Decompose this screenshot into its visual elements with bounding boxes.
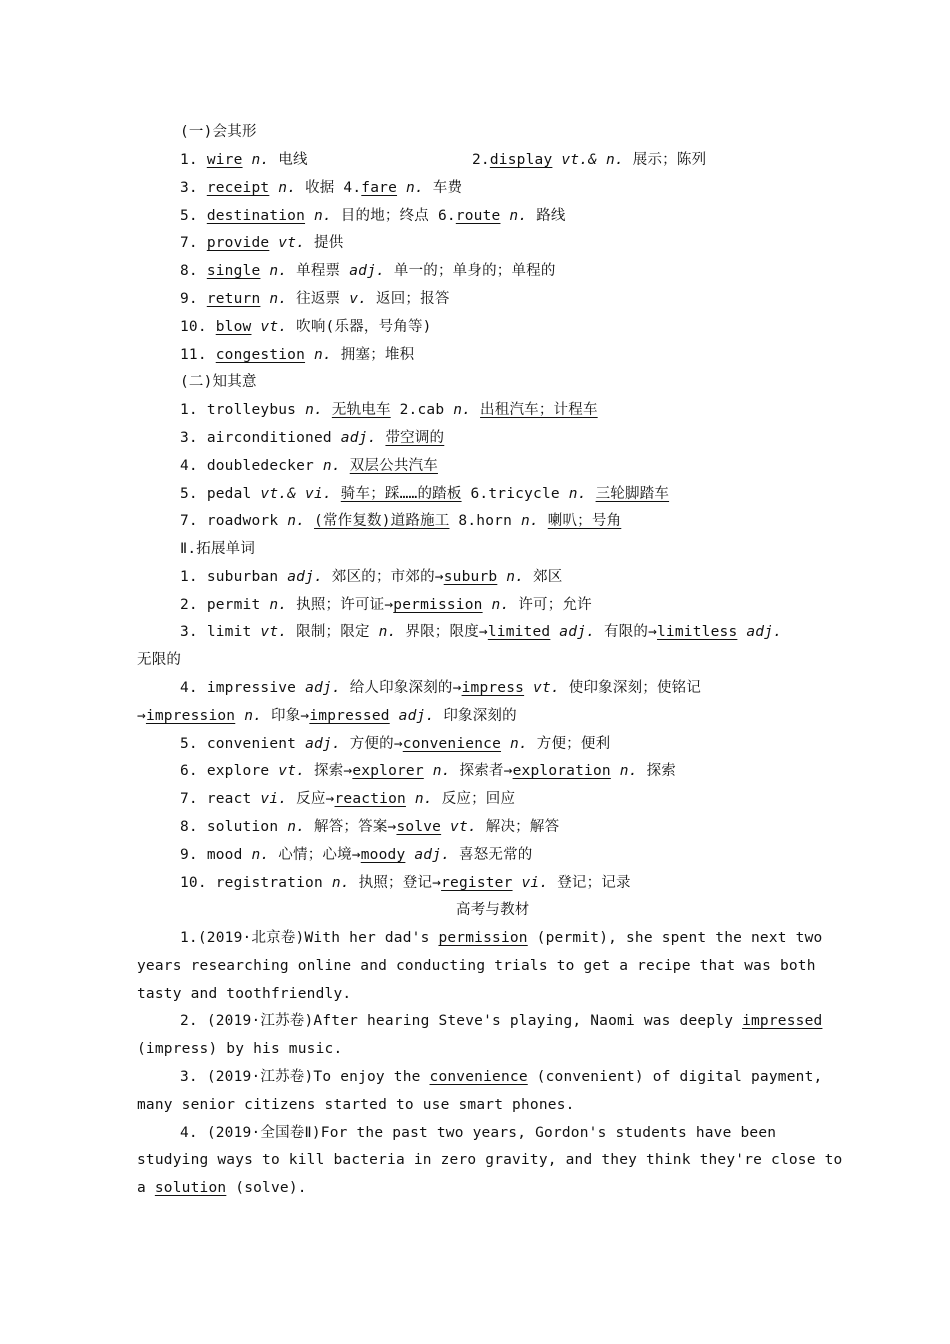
exercise-1-line-2: years researching online and conducting trials to get a recipe that was both [137, 958, 816, 974]
answer-meaning: 无轨电车 [331, 402, 391, 418]
answer-word: wire [206, 152, 243, 168]
answer-word: register [441, 875, 513, 891]
answer-word: provide [206, 235, 270, 251]
expand-line-9: 9. mood n. 心情；心境→moody adj. 喜怒无常的 [180, 847, 533, 863]
answer-word: solution [154, 1180, 227, 1196]
meaning-line-4: 4. doubledecker n. 双层公共汽车 [180, 458, 438, 474]
meaning-line-5: 5. pedal vt.& vi. 骑车；踩……的踏板 6.tricycle n. 三轮脚踏车 [180, 486, 670, 502]
meaning-line-7: 7. roadwork n. (常作复数)道路施工 8.horn n. 喇叭；号角 [180, 513, 622, 529]
exercise-1-line-3: tasty and toothfriendly. [137, 986, 352, 1002]
answer-word: moody [360, 847, 406, 863]
expand-line-3-wrap: 无限的 [137, 652, 182, 668]
expand-line-6: 6. explore vt. 探索→explorer n. 探索者→exploration n. 探索 [180, 763, 676, 779]
answer-meaning: 喇叭；号角 [547, 513, 622, 529]
exercise-4-line-1: 4. (2019·全国卷Ⅱ)For the past two years, Gordon's students have been [180, 1125, 777, 1141]
answer-meaning: 出租汽车；计程车 [480, 402, 598, 418]
answer-word: impressed [742, 1013, 823, 1029]
vocab-line-8: 8. single n. 单程票 adj. 单一的；单身的；单程的 [180, 263, 556, 279]
exercise-3-line-1: 3. (2019·江苏卷)To enjoy the convenience (convenient) of digital payment, [180, 1069, 823, 1085]
vocab-line-2: 2.display vt.& n. 展示；陈列 [472, 152, 707, 168]
exercise-1-line-1: 1.(2019·北京卷)With her dad's permission (permit), she spent the next two [180, 930, 823, 946]
answer-meaning: (常作复数)道路施工 [314, 513, 450, 529]
answer-word: display [489, 152, 553, 168]
exercise-2-line-2: (impress) by his music. [137, 1041, 343, 1057]
expand-line-1: 1. suburban adj. 郊区的；市郊的→suburb n. 郊区 [180, 569, 563, 585]
answer-word: explorer [352, 763, 424, 779]
vocab-line-11: 11. congestion n. 拥塞；堆积 [180, 347, 415, 363]
answer-meaning: 带空调的 [385, 430, 445, 446]
answer-word: convenience [429, 1069, 528, 1085]
meaning-line-1: 1. trolleybus n. 无轨电车 2.cab n. 出租汽车；计程车 [180, 402, 598, 418]
answer-word: permission [393, 597, 483, 613]
answer-word: suburb [443, 569, 498, 585]
vocab-line-5: 5. destination n. 目的地；终点 6.route n. 路线 [180, 208, 566, 224]
expand-line-8: 8. solution n. 解答；答案→solve vt. 解决；解答 [180, 819, 560, 835]
vocab-line-3: 3. receipt n. 收据 4.fare n. 车费 [180, 180, 463, 196]
exercise-3-line-2: many senior citizens started to use smart phones. [137, 1097, 575, 1113]
section4-heading: 高考与教材 [456, 902, 530, 918]
answer-meaning: 骑车；踩……的踏板 [340, 486, 462, 502]
answer-word: impression [145, 708, 236, 724]
answer-word: impress [461, 680, 525, 696]
answer-word: limitless [657, 624, 738, 640]
answer-word: limited [487, 624, 551, 640]
vocab-line-10: 10. blow vt. 吹响(乐器，号角等) [180, 319, 432, 335]
answer-word: congestion [215, 347, 306, 363]
answer-word: route [455, 208, 501, 224]
section2-heading: (二)知其意 [180, 374, 257, 390]
exercise-4-line-2: studying ways to kill bacteria in zero gravity, and they think they're close to [137, 1152, 843, 1168]
meaning-line-3: 3. airconditioned adj. 带空调的 [180, 430, 445, 446]
answer-word: reaction [334, 791, 406, 807]
expand-line-7: 7. react vi. 反应→reaction n. 反应；回应 [180, 791, 516, 807]
expand-line-4-wrap: →impression n. 印象→impressed adj. 印象深刻的 [137, 708, 517, 724]
answer-meaning: 三轮脚踏车 [595, 486, 670, 502]
answer-word: solve [396, 819, 442, 835]
answer-word: return [206, 291, 261, 307]
expand-line-10: 10. registration n. 执照；登记→register vi. 登记；记录 [180, 875, 631, 891]
expand-line-2: 2. permit n. 执照；许可证→permission n. 许可；允许 [180, 597, 592, 613]
answer-word: blow [215, 319, 252, 335]
answer-word: impressed [309, 708, 390, 724]
answer-word: convenience [402, 736, 502, 752]
vocab-line-9: 9. return n. 往返票 v. 返回；报答 [180, 291, 450, 307]
expand-line-5: 5. convenient adj. 方便的→convenience n. 方便；便利 [180, 736, 611, 752]
exercise-4-line-3: a solution (solve). [137, 1180, 307, 1196]
section1-heading: (一)会其形 [180, 124, 257, 140]
vocab-line-7: 7. provide vt. 提供 [180, 235, 344, 251]
answer-word: permission [438, 930, 528, 946]
answer-word: single [206, 263, 261, 279]
answer-word: fare [361, 180, 398, 196]
answer-word: destination [206, 208, 306, 224]
section3-heading: Ⅱ.拓展单词 [180, 541, 256, 557]
vocab-line-1: 1. wire n. 电线 [180, 152, 308, 168]
exercise-2-line-1: 2. (2019·江苏卷)After hearing Steve's playing, Naomi was deeply impressed [180, 1013, 823, 1029]
answer-word: receipt [206, 180, 270, 196]
answer-meaning: 双层公共汽车 [349, 458, 438, 474]
expand-line-4: 4. impressive adj. 给人印象深刻的→impress vt. 使印象深刻；使铭记 [180, 680, 702, 696]
answer-word: exploration [512, 763, 611, 779]
expand-line-3: 3. limit vt. 限制；限定 n. 界限；限度→limited adj. 有限的→limitless adj. [180, 624, 783, 640]
